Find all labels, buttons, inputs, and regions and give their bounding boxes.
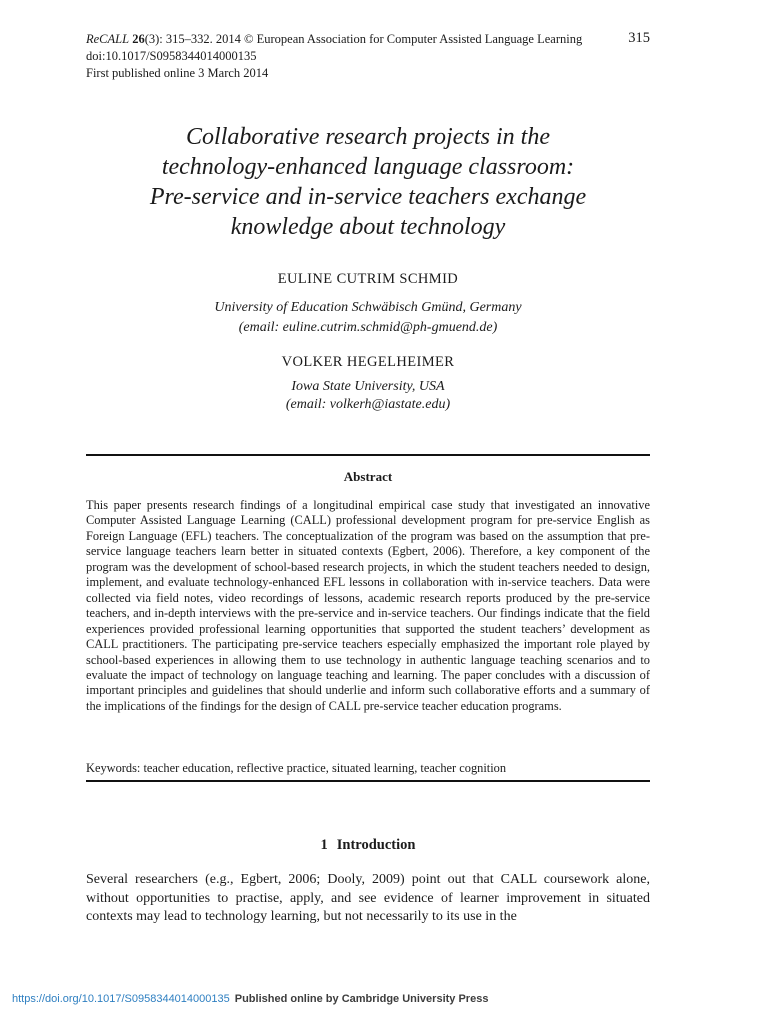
page-footer [12, 993, 488, 1005]
article-title [86, 122, 650, 242]
section-paragraph: Several researchers (e.g., Egbert, 2006; Dooly, 2009) point out that CALL coursework alone, without opportunities to practise, apply, and see evidence of learner improvement in situated contexts may lead to technology learning, but not necessarily to its use in the [86, 872, 650, 925]
footer-publisher-text: Published online by Cambridge University Press [234, 993, 489, 1005]
doi-line: doi:10.1017/S0958344014000135 [86, 49, 257, 63]
first-published-line: First published online 3 March 2014 [86, 66, 269, 80]
article-title-line: knowledge about technology [230, 214, 506, 240]
abstract-top-rule [86, 454, 650, 456]
journal-volume: 26 [132, 32, 145, 46]
keywords-list: teacher education, reflective practice, situated learning, teacher cognition [143, 761, 507, 775]
journal-header [86, 31, 650, 82]
article-title-line: technology-enhanced language classroom: [161, 154, 575, 180]
author-affiliation: University of Education Schwäbisch Gmünd, Germany [214, 300, 522, 315]
keywords-label: Keywords: [86, 761, 141, 775]
keywords-line [86, 761, 650, 776]
section-number: 1 [320, 837, 328, 853]
journal-citation-line [86, 31, 650, 48]
abstract-heading: Abstract [343, 469, 393, 484]
author-email: (email: volkerh@iastate.edu) [285, 397, 451, 412]
author-affiliation: Iowa State University, USA [291, 379, 445, 394]
article-title-line: Pre-service and in-service teachers exchange [149, 184, 587, 210]
page-number: 315 [628, 30, 650, 46]
journal-name: ReCALL [86, 32, 130, 46]
article-title-line: Collaborative research projects in the [186, 124, 550, 150]
section-heading [86, 837, 650, 854]
author-name: EULINE CUTRIM SCHMID [277, 271, 459, 287]
journal-issue-info: (3): 315–332. 2014 © European Association for Computer Assisted Language Learning [144, 32, 583, 46]
abstract-text: This paper presents research findings of a longitudinal empirical case study that investigated an innovative Computer Assisted Language Learning (CALL) professional development program for pre-service English as Foreign Language (EFL) teachers. The conceptualization of the program was based on the assumption that pre-service language teachers learn better in situated contexts (Egbert, 2006). Therefore, a key component of the program was the development of school-based research projects, in which the student teachers needed to design, implement, and evaluate technology-enhanced EFL lessons in collaboration with in-service teachers. Data were collected via field notes, video recordings of lessons, academic research reports produced by the pre-service teachers, and in-depth interviews with the pre-service and in-service teachers. Our findings indicate that the field experiences provided professional learning opportunities that supported the student teachers’ development as CALL practitioners. The participating pre-service teachers especially emphasized the important role played by school-based experiences in allowing them to use technology in authentic language teaching scenarios and to evaluate the impact of technology on language teaching and learning. The paper concludes with a discussion of important principles and guidelines that should underlie and inform such collaborative efforts and a summary of the implications of the findings for the design of CALL pre-service teacher education programs. [86, 498, 650, 713]
abstract-bottom-rule [86, 780, 650, 782]
author-name: VOLKER HEGELHEIMER [281, 354, 455, 370]
section-title: Introduction [336, 837, 416, 853]
author-email: (email: euline.cutrim.schmid@ph-gmuend.de) [238, 320, 498, 335]
doi-link[interactable]: https://doi.org/10.1017/S0958344014000135 [12, 993, 230, 1005]
